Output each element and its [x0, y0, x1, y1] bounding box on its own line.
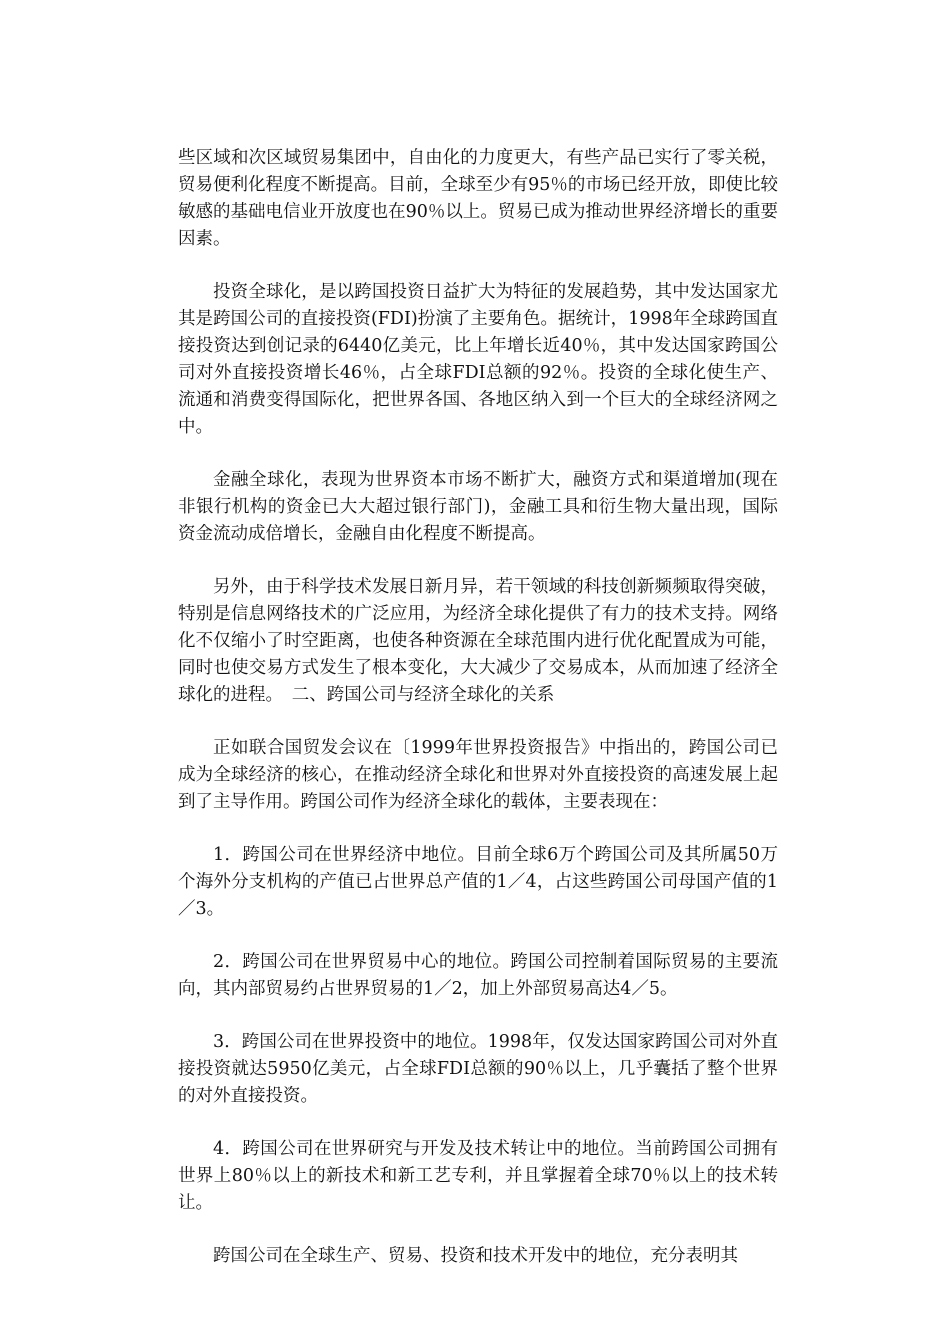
paragraph-unctad-report: 正如联合国贸发会议在〔1999年世界投资报告》中指出的，跨国公司已成为全球经济的核心，在推动经济全球化和世界对外直接投资的高速发展上起到了主导作用。跨国公司作为经济全球化的载体，主要表现在： [178, 738, 778, 812]
paragraph-item-2-world-trade: 2．跨国公司在世界贸易中心的地位。跨国公司控制着国际贸易的主要流向，其内部贸易约占世界贸易的1／2，加上外部贸易高达4／5。 [178, 952, 778, 999]
document-body [178, 145, 778, 1296]
paragraph-conclusion-start: 跨国公司在全球生产、贸易、投资和技术开发中的地位，充分表明其 [213, 1246, 738, 1266]
paragraph-item-3-world-investment: 3．跨国公司在世界投资中的地位。1998年，仅发达国家跨国公司对外直接投资就达5950亿美元，占全球FDI总额的90％以上，几乎囊括了整个世界的对外直接投资。 [178, 1032, 778, 1106]
paragraph-item-4-rnd-technology: 4．跨国公司在世界研究与开发及技术转让中的地位。当前跨国公司拥有世界上80％以上的新技术和新工艺专利，并且掌握着全球70％以上的技术转让。 [178, 1139, 778, 1213]
paragraph-item-1-world-economy: 1．跨国公司在世界经济中地位。目前全球6万个跨国公司及其所属50万个海外分支机构的产值已占世界总产值的1／4，占这些跨国公司母国产值的1／3。 [178, 845, 778, 919]
paragraph-finance-globalization: 金融全球化，表现为世界资本市场不断扩大，融资方式和渠道增加(现在非银行机构的资金已大大超过银行部门)，金融工具和衍生物大量出现，国际资金流动成倍增长，金融自由化程度不断提高。 [178, 470, 778, 544]
paragraph-investment-globalization: 投资全球化，是以跨国投资日益扩大为特征的发展趋势，其中发达国家尤其是跨国公司的直接投资(FDI)扮演了主要角色。据统计，1998年全球跨国直接投资达到创记录的6440亿美元，比上年增长近40％，其中发达国家跨国公司对外直接投资增长46％，占全球FDI总额的92％。投资的全球化使生产、流通和消费变得国际化，把世界各国、各地区纳入到一个巨大的全球经济网之中。 [178, 282, 778, 437]
paragraph-technology-support: 另外，由于科学技术发展日新月异，若干领域的科技创新频频取得突破，特别是信息网络技术的广泛应用，为经济全球化提供了有力的技术支持。网络化不仅缩小了时空距离，也使各种资源在全球范围内进行优化配置成为可能，同时也使交易方式发生了根本变化，大大减少了交易成本，从而加速了经济全球化的进程。 二、跨国公司与经济全球化的关系 [178, 577, 778, 705]
paragraph-trade-continued: 些区域和次区域贸易集团中，自由化的力度更大，有些产品已实行了零关税，贸易便利化程度不断提高。目前，全球至少有95％的市场已经开放，即使比较敏感的基础电信业开放度也在90％以上。贸易已成为推动世界经济增长的重要因素。 [178, 148, 778, 249]
